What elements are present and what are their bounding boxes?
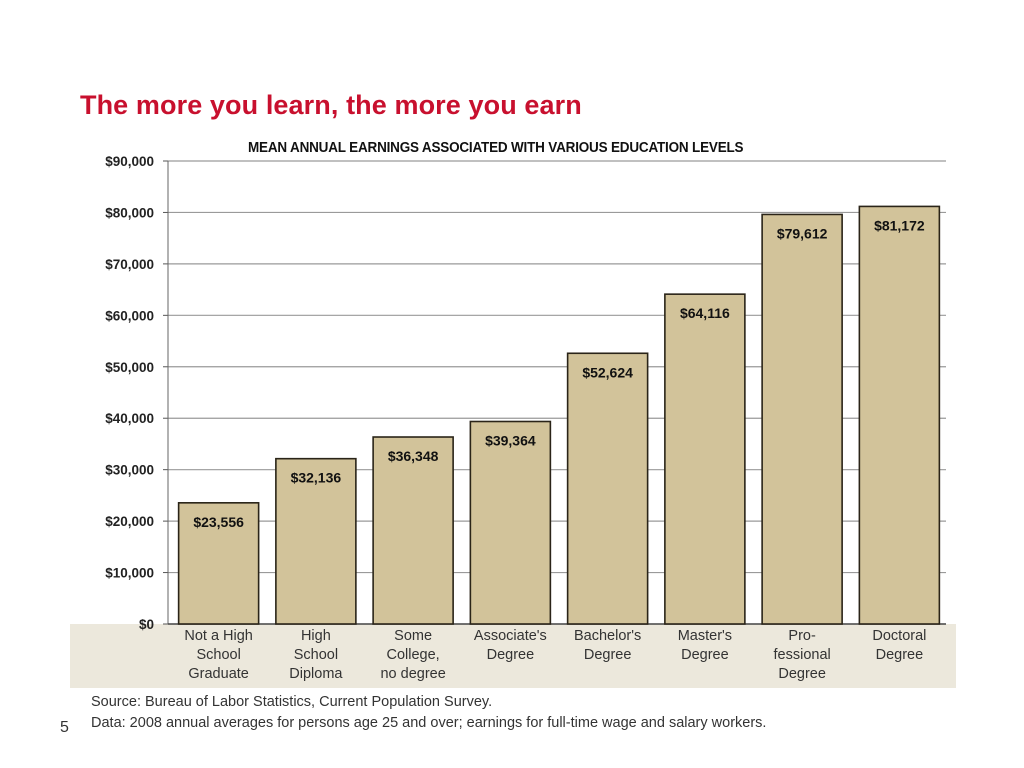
x-tick-label: Bachelor's <box>574 628 642 644</box>
data-label: $81,172 <box>874 217 925 234</box>
page-number: 5 <box>60 719 69 736</box>
source-note <box>91 692 766 734</box>
x-tick-label: Degree <box>486 647 535 663</box>
y-tick-label: $50,000 <box>105 359 154 375</box>
x-tick-label: Degree <box>583 647 632 663</box>
chart-title: MEAN ANNUAL EARNINGS ASSOCIATED WITH VARIOUS EDUCATION LEVELS <box>248 140 744 156</box>
x-tick-label: High <box>300 628 331 644</box>
slide-title: The more you learn, the more you earn <box>80 90 582 120</box>
y-tick-label: $70,000 <box>105 256 154 272</box>
bar <box>762 214 842 624</box>
data-label: $64,116 <box>679 305 730 322</box>
bar <box>470 421 550 624</box>
bar <box>373 437 453 624</box>
x-tick-label: Diploma <box>289 666 343 682</box>
y-tick-label: $30,000 <box>105 462 154 478</box>
x-tick-label: Master's <box>677 628 733 644</box>
x-tick-label: Doctoral <box>872 628 927 644</box>
x-tick-label: School <box>196 647 241 663</box>
data-label: $39,364 <box>485 432 536 449</box>
x-tick-label: College, <box>386 647 440 663</box>
x-tick-label: Not a High <box>184 628 253 644</box>
bar <box>859 206 939 624</box>
y-tick-label: $0 <box>138 617 154 632</box>
x-tick-label: Degree <box>681 647 729 663</box>
x-tick-label: Some <box>394 628 433 644</box>
bar <box>568 353 648 624</box>
data-note-line: Data: 2008 annual averages for persons age 25 and over; earnings for full-time wage and salary workers. <box>91 715 767 731</box>
x-tick-label: Associate's <box>473 628 547 644</box>
y-tick-label: $10,000 <box>105 565 154 581</box>
data-label: $23,556 <box>193 513 244 530</box>
y-tick-label: $90,000 <box>105 154 154 169</box>
data-label: $32,136 <box>290 469 342 486</box>
bar <box>665 294 745 624</box>
y-tick-label: $40,000 <box>105 411 154 427</box>
y-axis-tick-labels <box>105 154 154 632</box>
data-label: $79,612 <box>776 225 828 242</box>
y-tick-label: $80,000 <box>105 205 154 221</box>
x-tick-label: no degree <box>380 666 446 682</box>
x-tick-label: Degree <box>778 666 826 682</box>
x-tick-label: Pro- <box>788 628 816 644</box>
x-tick-label: Graduate <box>188 666 249 682</box>
x-tick-label: fessional <box>773 647 831 663</box>
source-line: Source: Bureau of Labor Statistics, Current Population Survey. <box>91 694 493 710</box>
y-tick-label: $60,000 <box>105 308 154 324</box>
x-tick-label: School <box>293 647 339 663</box>
data-label: $36,348 <box>387 448 439 465</box>
data-label: $52,624 <box>582 364 633 381</box>
y-tick-label: $20,000 <box>105 514 154 530</box>
bars <box>179 206 940 624</box>
x-tick-label: Degree <box>875 647 924 663</box>
